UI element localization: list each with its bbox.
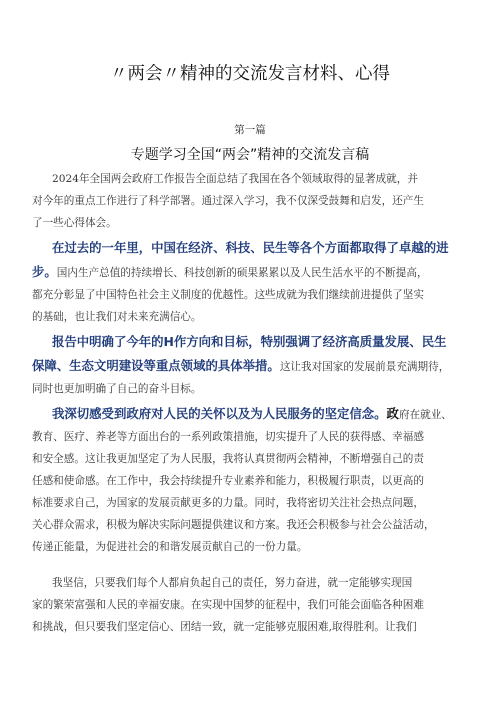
paragraph-line: 和挑战，但只要我们坚定信心、团结一致，就一定能够克服困难,取得胜利。让我们 [32, 621, 417, 633]
highlight-text: 步。 [32, 264, 57, 279]
body-text: 国内生产总值的持续增长、科技创新的硕果累累以及人民生活水平的不断提高， [56, 267, 428, 279]
paragraph-line: 和安全感。这让我更加坚定了为人民服，我将认真贯彻两会精神，不断增强自己的责 [32, 453, 424, 465]
document-title: 〃两会〃精神的交流发言材料、心得 [110, 64, 390, 84]
paragraph-3 [32, 330, 472, 400]
paragraph-5 [32, 572, 472, 638]
highlight-text: 保障、生态文明建设等重点领域的具体举措。 [32, 358, 280, 373]
paragraph-line: 都充分彰显了中国特色社会主义制度的优越性。这些成就为我们继续前进提供了坚实 [32, 289, 424, 301]
paragraph-line: 2024年全国两会政府工作报告全面总结了我国在各个领域取得的显著成就，并 [52, 173, 418, 185]
paragraph-line: 同时也更加明确了自己的奋斗目标。 [32, 383, 202, 395]
highlight-text: 报告中明确了今年的H作方向和目标，特别强调了经济高质量发展、民生 [52, 334, 447, 349]
paragraph-line: 了一些心得体会。 [32, 217, 117, 229]
section-label: 第一篇 [234, 124, 266, 136]
paragraph-line: 标准要求自己，为国家的发展贡献更多的力量。同时，我将密切关注社会热点问题， [32, 497, 424, 509]
paragraph-line: 的基础，也让我们对未来充满信心。 [32, 311, 202, 323]
highlight-text: 在过去的一年里，中国在经济、科技、民生等各个方面都取得了卓越的进 [52, 240, 449, 255]
paragraph-line: 任感和使命感。在工作中，我会持续提升专业素养和能力，积极履行职责，以更高的 [32, 475, 424, 487]
paragraph-line [32, 330, 472, 354]
paragraph-line: 关心群众需求，积极为解决实际问题提供建议和方案。我还会积极参与社会公益活动， [32, 519, 435, 531]
paragraph-line: 教育、医疗、养老等方面出台的一系列政策措施，切实提升了人民的获得感、幸福感 [32, 431, 424, 443]
paragraph-line: 家的繁荣富强和人民的幸福安康。在实现中国梦的征程中，我们可能会面临各种困难 [32, 599, 424, 611]
body-text: 府在就业、 [398, 409, 452, 421]
paragraph-line: 传递正能量，为促进社会的和谐发展贡献自己的一份力量。 [32, 541, 308, 553]
paragraph-line [32, 260, 472, 284]
paragraph-2 [32, 236, 472, 328]
paragraph-4 [32, 402, 472, 558]
body-text: 这让我对国家的发展前景充满期待， [279, 361, 450, 373]
paragraph-1 [32, 168, 472, 234]
paragraph-line [32, 354, 472, 378]
section-title: 专题学习全国“两会”精神的交流发言稿 [130, 147, 370, 163]
bold-text: 政 [386, 406, 399, 421]
paragraph-line: 对今年的重点工作进行了科学部署。通过深入学习，我不仅深受鼓舞和启发，还产生 [32, 195, 424, 207]
paragraph-line [32, 402, 472, 426]
paragraph-line: 我坚信，只要我们每个人都肩负起自己的责任，努力奋进，就一定能够实现国 [52, 577, 413, 589]
paragraph-line [32, 236, 472, 260]
highlight-text: 我深切感受到政府对人民的关怀以及为人民服务的坚定信念。 [52, 406, 387, 421]
